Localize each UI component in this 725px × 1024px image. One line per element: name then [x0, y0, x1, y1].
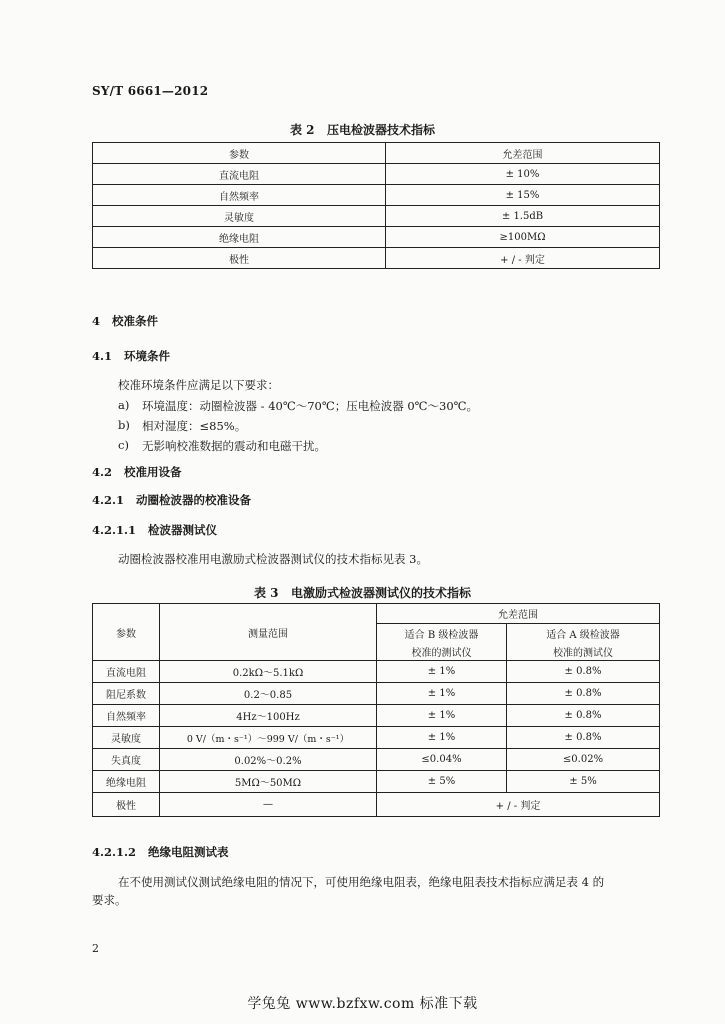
table3-header-a-class-line2: 校准的测试仪 — [507, 643, 660, 661]
page-number: 2 — [92, 942, 99, 955]
table3-cell: 灵敏度 — [93, 727, 160, 749]
table3-cell: 极性 — [93, 793, 160, 817]
section-4-2-1-2-heading: 4.2.1.2 绝缘电阻测试表 — [92, 845, 229, 859]
table2-cell: + / - 判定 — [386, 248, 660, 269]
table3-cell: 0.2～0.85 — [160, 683, 377, 705]
table2-cell: ± 1.5dB — [386, 206, 660, 227]
table3-header-b-class: 适合 B 级检波器 — [377, 624, 507, 643]
table3-cell: ± 0.8% — [507, 705, 660, 727]
env-item-text: 环境温度：动圈检波器 - 40℃～70℃；压电检波器 0℃～30℃。 — [142, 399, 479, 413]
table3-cell: ± 0.8% — [507, 661, 660, 683]
table2 — [92, 142, 660, 269]
table3-cell: 直流电阻 — [93, 661, 160, 683]
env-item-text: 相对湿度：≤85%。 — [142, 419, 247, 433]
table3-header-tolerance: 允差范围 — [377, 604, 660, 624]
table2-cell: ≥100MΩ — [386, 227, 660, 248]
table3-cell: 4Hz～100Hz — [160, 705, 377, 727]
table3-cell: ± 5% — [507, 771, 660, 793]
table3-cell: 0.2kΩ～5.1kΩ — [160, 661, 377, 683]
paragraph-4-2-1-2-line1: 在不使用测试仪测试绝缘电阻的情况下，可使用绝缘电阻表，绝缘电阻表技术指标应满足表 4 的 — [118, 875, 605, 889]
table3-header-b-class-line2: 校准的测试仪 — [377, 643, 507, 661]
table2-cell: 绝缘电阻 — [93, 227, 386, 248]
table3-cell: — — [160, 793, 377, 817]
table3-cell: ± 1% — [377, 727, 507, 749]
env-item-label: a) — [118, 398, 130, 412]
table2-cell: 极性 — [93, 248, 386, 269]
table3-header-range: 测量范围 — [160, 604, 377, 661]
table3-cell: ± 0.8% — [507, 727, 660, 749]
table2-header-tolerance: 允差范围 — [386, 143, 660, 164]
table3 — [92, 603, 660, 817]
table3-header-param: 参数 — [93, 604, 160, 661]
table3-cell: ± 1% — [377, 661, 507, 683]
table3-cell: ≤0.02% — [507, 749, 660, 771]
table3-header-a-class: 适合 A 级检波器 — [507, 624, 660, 643]
table3-cell: 0.02%～0.2% — [160, 749, 377, 771]
section-4-heading: 4 校准条件 — [92, 314, 159, 328]
table3-cell: ± 0.8% — [507, 683, 660, 705]
env-item-text: 无影响校准数据的震动和电磁干扰。 — [142, 439, 326, 453]
paragraph-4-2-1-1: 动圈检波器校准用电激励式检波器测试仪的技术指标见表 3。 — [118, 552, 428, 566]
table3-cell: ± 1% — [377, 683, 507, 705]
table3-cell: ± 5% — [377, 771, 507, 793]
env-item-label: c) — [118, 438, 129, 452]
watermark-footer: 学兔兔 www.bzfxw.com 标准下载 — [247, 996, 478, 1012]
table3-cell: ± 1% — [377, 705, 507, 727]
table3-cell: 5MΩ～50MΩ — [160, 771, 377, 793]
section-4-2-1-1-heading: 4.2.1.1 检波器测试仪 — [92, 523, 218, 537]
table3-cell: 自然频率 — [93, 705, 160, 727]
table3-cell: 失真度 — [93, 749, 160, 771]
table2-cell: ± 10% — [386, 164, 660, 185]
table2-cell: ± 15% — [386, 185, 660, 206]
table3-cell: + / - 判定 — [377, 793, 660, 817]
section-4-1-heading: 4.1 环境条件 — [92, 349, 171, 363]
section-4-2-heading: 4.2 校准用设备 — [92, 465, 182, 479]
table3-cell: 绝缘电阻 — [93, 771, 160, 793]
table3-caption: 表 3 电激励式检波器测试仪的技术指标 — [253, 586, 472, 600]
document-code: SY/T 6661—2012 — [92, 84, 209, 98]
table3-cell: ≤0.04% — [377, 749, 507, 771]
table2-cell: 自然频率 — [93, 185, 386, 206]
table2-caption: 表 2 压电检波器技术指标 — [289, 123, 436, 137]
table3-cell: 阻尼系数 — [93, 683, 160, 705]
table2-cell: 直流电阻 — [93, 164, 386, 185]
table2-cell: 灵敏度 — [93, 206, 386, 227]
section-4-2-1-heading: 4.2.1 动圈检波器的校准设备 — [92, 493, 252, 507]
env-item-label: b) — [118, 418, 130, 432]
env-intro: 校准环境条件应满足以下要求： — [118, 378, 279, 392]
paragraph-4-2-1-2-line2: 要求。 — [92, 893, 127, 907]
table3-cell: 0 V/（m・s⁻¹）～999 V/（m・s⁻¹） — [160, 727, 377, 749]
table2-header-param: 参数 — [93, 143, 386, 164]
